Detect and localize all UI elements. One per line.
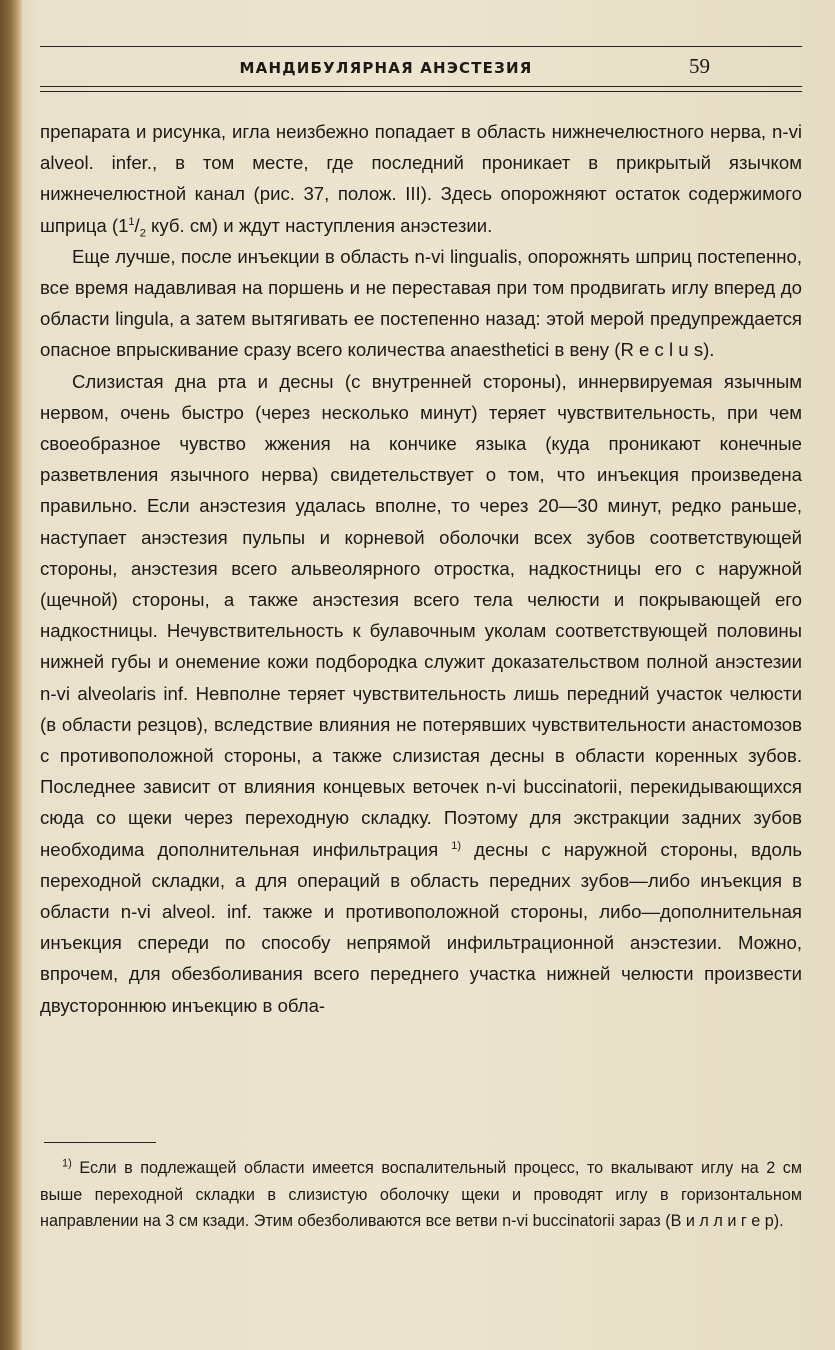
dose-numerator: 1 [128, 215, 135, 228]
header-rule-double [40, 91, 802, 92]
header-rule-top [40, 46, 802, 47]
paragraph-3 [40, 366, 802, 1021]
body-text [40, 116, 802, 1021]
book-binding-edge [0, 0, 22, 1350]
footnote [40, 1155, 802, 1235]
paragraph-1-text: препарата и рисунка, игла неизбежно попадает в область нижнечелюстного нерва, n-vi alveol. infer., в том месте, где последний проникает в прикрытый язычком нижнечелюстной канал (рис. 37, полож. III). Здесь опорожняют остаток содержимого шприца [40, 121, 802, 236]
footnote-reference[interactable]: 1) [451, 839, 462, 852]
dose-whole: 1 [118, 214, 129, 236]
footnote-text: Если в подлежащей области имеется воспалительный процесс, то вкалывают иглу на 2 см выше переходной складки в слизистую оболочку щеки и проводят иглу в горизонтальном направлении на 3 см кзади. Этим обезболиваются все ветви n-vi buccinatorii зараз (В и л л и г е р). [40, 1159, 802, 1230]
page-number: 59 [689, 54, 710, 78]
paragraph-2: Еще лучше, после инъекции в область n-vi lingualis, опорожнять шприц постепенно, все время надавливая на поршень и не переставая при том продвигать иглу вперед до области lingula, а затем вытягивать ее постепенно назад: этой мерой предупреждается опасное впрыскивание сразу всего количества anaesthetici в вену (R e c l u s). [40, 245, 802, 361]
dose-rest: куб. см) и ждут наступления анэстезии. [151, 214, 493, 236]
header-rule-bottom [40, 86, 802, 87]
paragraph-3-continuation: десны с наружной стороны, вдоль переходной складки, а для операций в область передних зубов—либо инъекция в области n-vi alveol. inf. также и противоположной стороны, либо—дополнительная инъекция спереди по способу непрямой инфильтрационной анэстезии. Можно, впрочем, для обезболивания всего переднего участка нижней челюсти произвести двустороннюю инъекцию в обла- [40, 838, 803, 1016]
paragraph-3-text: Слизистая дна рта и десны (с внутренней стороны), иннервируемая язычным нервом, очень быстро (через несколько минут) теряет чувствительность, при чем своеобразное чувство жжения на кончике языка (куда проникают конечные разветвления язычного нерва) свидетельствует о том, что инъекция произведена правильно. Если анэстезия удалась вполне, то через 20—30 минут, редко раньше, наступает анэстезия пульпы и корневой оболочки всех зубов соответствующей стороны, анэстезия всего альвеолярного отростка, надкостницы его с наружной (щечной) стороны, а также анэстезия всего тела челюсти и покрывающей его надкостницы. Нечувствительность к булавочным уколам соответствующей половины нижней губы и онемение кожи подбородка служит доказательством полной анэстезии n-vi alveolaris inf. Невполне теряет чувствительность лишь передний участок челюсти (в области резцов), вследствие влияния не потерявших чувствительности анастомозов с противоположной стороны, а также слизистая десны в области коренных зубов. Последнее зависит от влияния концевых веточек n-vi buccinatorii, перекидывающихся сюда со щеки через переходную складку. Поэтому для экстракции задних зубов необходима дополнительная инфильтрация [40, 370, 802, 860]
paragraph-1: препарата и рисунка, игла неизбежно попадает в область нижнечелюстного нерва, n-vi alveol. infer., в том месте, где последний проникает в прикрытый язычком нижнечелюстной канал (рис. 37, полож. III). Здесь опорожняют остаток содержимого шприца ($1^1/_2$ куб. см) и ждут наступления анэстезии. [40, 121, 802, 240]
running-head [40, 56, 802, 80]
running-title: МАНДИБУЛЯРНАЯ АНЭСТЕЗИЯ [239, 59, 533, 77]
footnote-marker: 1) [62, 1157, 72, 1170]
dose-denominator: 2 [139, 227, 146, 240]
footnote-separator [44, 1142, 156, 1143]
